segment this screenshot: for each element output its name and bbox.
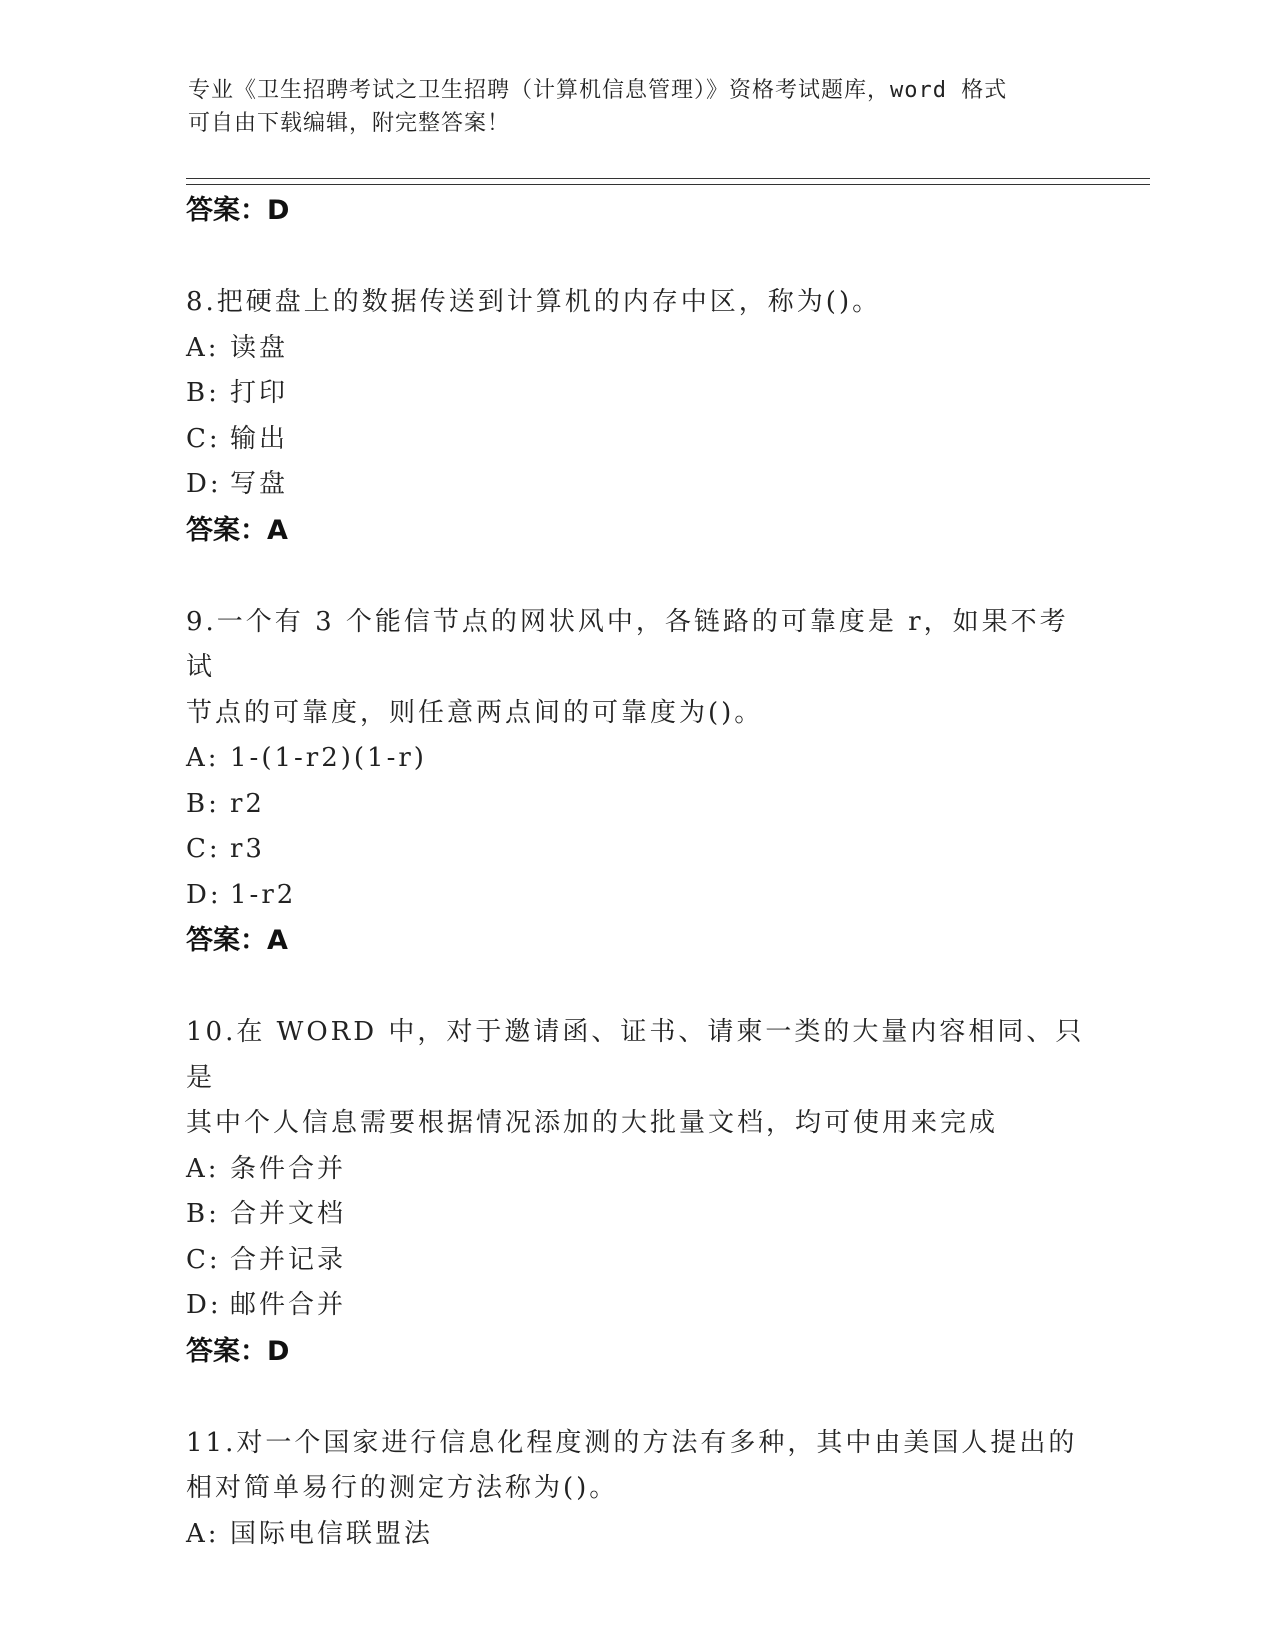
question-stem	[186, 1010, 1086, 1147]
previous-answer: 答案：D	[186, 195, 290, 226]
option-text: 邮件合并	[230, 1290, 347, 1320]
option-letter: D:	[186, 879, 222, 910]
option-text: r3	[230, 834, 265, 864]
option-text: r2	[230, 788, 265, 819]
option-b	[186, 371, 1086, 417]
option-c	[186, 417, 1086, 463]
option-d	[186, 462, 1086, 508]
option-c	[186, 1238, 1086, 1284]
header-divider-bottom	[186, 184, 1150, 185]
option-letter: A:	[186, 1518, 220, 1549]
option-letter: D:	[186, 469, 222, 499]
question-stem-line: 10.在 WORD 中，对于邀请函、证书、请柬一类的大量内容相同、只是	[186, 1017, 1085, 1093]
option-a	[186, 736, 1086, 782]
option-letter: B:	[186, 378, 220, 408]
option-c	[186, 827, 1086, 873]
answer: 答案：D	[186, 1335, 290, 1367]
answer: 答案：A	[186, 925, 288, 956]
question-stem-line: 其中个人信息需要根据情况添加的大批量文档，均可使用来完成	[186, 1108, 999, 1138]
question-list	[186, 188, 1086, 1557]
option-a	[186, 1512, 1086, 1558]
answer: 答案：A	[186, 514, 288, 546]
option-letter: B:	[186, 1199, 220, 1229]
option-letter: C:	[186, 834, 221, 864]
question-stem-line: 8.把硬盘上的数据传送到计算机的内存中区，称为()。	[186, 287, 882, 317]
option-b	[186, 782, 1086, 828]
option-text: 1-r2	[230, 879, 297, 910]
option-letter: D:	[186, 1290, 222, 1320]
question-stem	[186, 600, 1086, 737]
option-a	[186, 1147, 1086, 1193]
question-stem	[186, 1421, 1086, 1512]
document-header	[188, 74, 1068, 140]
option-letter: B:	[186, 788, 220, 819]
option-text: 写盘	[230, 469, 289, 499]
question-stem-line: 11.对一个国家进行信息化程度测的方法有多种，其中由美国人提出的	[186, 1427, 1078, 1458]
option-letter: A:	[186, 1153, 220, 1184]
option-a	[186, 326, 1086, 372]
option-text: 打印	[230, 378, 289, 408]
question-8	[186, 280, 1086, 554]
option-letter: A:	[186, 332, 220, 363]
option-text: 国际电信联盟法	[230, 1518, 434, 1549]
question-stem	[186, 280, 1086, 326]
question-stem-line: 9.一个有 3 个能信节点的网状风中，各链路的可靠度是 r，如果不考试	[186, 606, 1069, 682]
option-d	[186, 1283, 1086, 1329]
question-stem-line: 节点的可靠度，则任意两点间的可靠度为()。	[186, 697, 764, 728]
option-text: 条件合并	[230, 1153, 347, 1184]
option-text: 合并文档	[230, 1199, 347, 1229]
option-letter: A:	[186, 743, 220, 773]
header-line-2: 可自由下载编辑，附完整答案！	[188, 111, 511, 136]
question-11	[186, 1421, 1086, 1558]
header-line-1: 专业《卫生招聘考试之卫生招聘（计算机信息管理）》资格考试题库，word 格式	[188, 78, 1008, 103]
option-text: 读盘	[230, 332, 289, 363]
option-text: 1-(1-r2)(1-r)	[230, 743, 427, 773]
option-text: 输出	[230, 423, 289, 454]
option-letter: C:	[186, 1244, 221, 1275]
question-stem-line: 相对简单易行的测定方法称为()。	[186, 1473, 619, 1503]
option-letter: C:	[186, 423, 221, 454]
question-9	[186, 600, 1086, 965]
option-d	[186, 873, 1086, 919]
header-divider-top	[186, 178, 1150, 179]
option-text: 合并记录	[230, 1244, 347, 1275]
question-10	[186, 1010, 1086, 1375]
option-b	[186, 1192, 1086, 1238]
